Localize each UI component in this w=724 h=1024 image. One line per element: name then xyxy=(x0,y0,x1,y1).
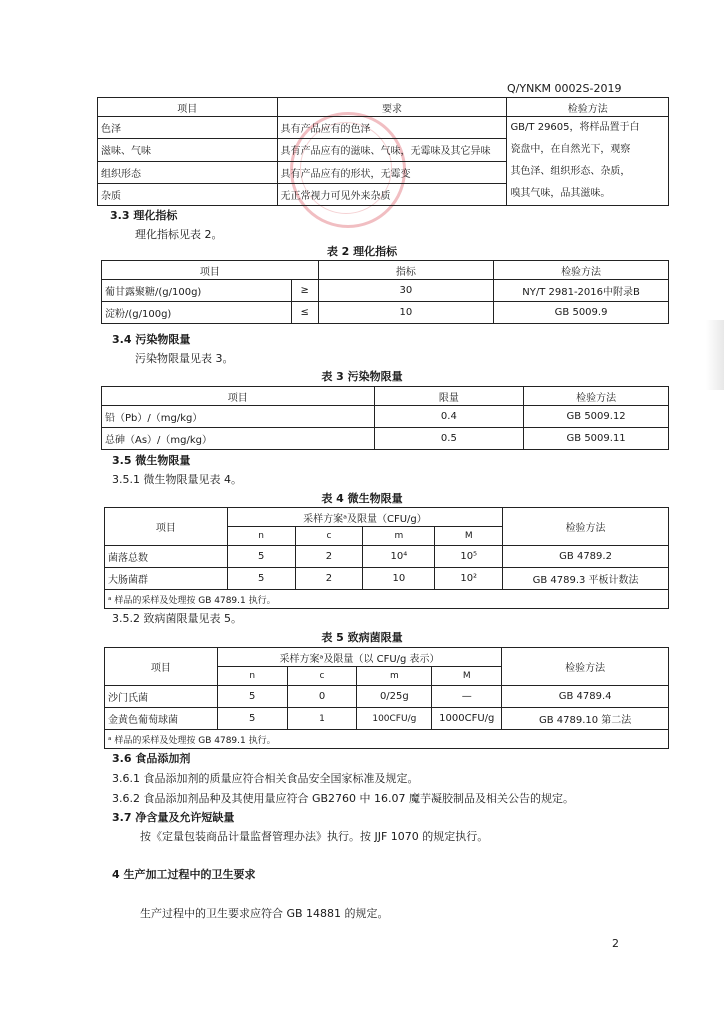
table-cell: GB 4789.3 平板计数法 xyxy=(503,568,669,590)
table-cell: 2 xyxy=(295,568,363,590)
t5-sub-M: M xyxy=(432,667,502,686)
sec352-text: 3.5.2 致病菌限量见表 5。 xyxy=(112,612,242,625)
t5-sub-m: m xyxy=(357,667,432,686)
sensory-table xyxy=(97,97,669,206)
page-number: 2 xyxy=(612,937,619,950)
microbe-table xyxy=(104,507,669,609)
table-cell: GB 4789.2 xyxy=(503,546,669,568)
sec35-text: 3.5.1 微生物限量见表 4。 xyxy=(112,473,242,486)
table-cell: 金黄色葡萄球菌 xyxy=(105,708,218,730)
sec34-text: 污染物限量见表 3。 xyxy=(135,352,234,365)
table-cell: ≥ xyxy=(291,280,318,302)
t1-header-item: 项目 xyxy=(98,98,278,117)
table-cell: 10 xyxy=(318,302,493,324)
table-cell: 0.5 xyxy=(374,428,524,450)
t4-sub-M: M xyxy=(435,527,503,546)
t5-header-method: 检验方法 xyxy=(502,648,669,686)
physchem-table xyxy=(101,260,669,324)
t4-note: ᵃ 样品的采样及处理按 GB 4789.1 执行。 xyxy=(105,590,669,609)
t1-header-req: 要求 xyxy=(277,98,507,117)
table-cell: 0 xyxy=(287,686,357,708)
table-cell: GB 4789.10 第二法 xyxy=(502,708,669,730)
doc-code: Q/YNKM 0002S-2019 xyxy=(507,82,622,95)
t4-sub-n: n xyxy=(227,527,295,546)
table-cell: — xyxy=(432,686,502,708)
table-cell: 滋味、气味 xyxy=(98,139,278,161)
table-cell: 色泽 xyxy=(98,117,278,139)
table-cell: 10⁴ xyxy=(363,546,435,568)
sec4-p1: 生产过程中的卫生要求应符合 GB 14881 的规定。 xyxy=(140,907,389,920)
t4-header-plan: 采样方案ᵃ及限量（CFU/g） xyxy=(227,508,502,527)
table-cell: 10 xyxy=(363,568,435,590)
table2-caption: 表 2 理化指标 xyxy=(326,245,398,258)
t1-method-line: 其色泽、组织形态、杂质， xyxy=(510,166,631,177)
table-cell: 大肠菌群 xyxy=(105,568,228,590)
pathogen-table xyxy=(104,647,669,749)
table5-caption: 表 5 致病菌限量 xyxy=(321,631,403,644)
table-cell: 0.4 xyxy=(374,406,524,428)
table-cell: 具有产品应有的形状，无霉变 xyxy=(277,161,507,183)
t5-sub-c: c xyxy=(287,667,357,686)
table-cell: 100CFU/g xyxy=(357,708,432,730)
sec37-p1: 按《定量包装商品计量监督管理办法》执行。按 JJF 1070 的规定执行。 xyxy=(140,830,489,843)
sec33-text: 理化指标见表 2。 xyxy=(135,228,223,241)
t2-header-index: 指标 xyxy=(318,261,493,280)
t1-method-cell xyxy=(507,117,669,206)
sec35-heading: 3.5 微生物限量 xyxy=(112,454,191,467)
table-cell: 杂质 xyxy=(98,183,278,205)
t2-header-item: 项目 xyxy=(102,261,319,280)
t1-method-line: GB/T 29605，将样品置于白 xyxy=(510,122,640,133)
sec36-heading: 3.6 食品添加剂 xyxy=(112,752,191,765)
table-cell: 5 xyxy=(227,546,295,568)
table-cell: GB 5009.9 xyxy=(494,302,669,324)
table-cell: GB 5009.12 xyxy=(524,406,669,428)
t4-sub-c: c xyxy=(295,527,363,546)
table-cell: 菌落总数 xyxy=(105,546,228,568)
table-cell: 30 xyxy=(318,280,493,302)
table-cell: 0/25g xyxy=(357,686,432,708)
table-cell: 无正常视力可见外来杂质 xyxy=(277,183,507,205)
table3-caption: 表 3 污染物限量 xyxy=(321,370,403,383)
table-cell: GB 5009.11 xyxy=(524,428,669,450)
t1-header-method: 检验方法 xyxy=(507,98,669,117)
table-cell: ≤ xyxy=(291,302,318,324)
t3-header-method: 检验方法 xyxy=(524,387,669,406)
sec37-heading: 3.7 净含量及允许短缺量 xyxy=(112,811,235,824)
t4-header-method: 检验方法 xyxy=(503,508,669,546)
t3-header-limit: 限量 xyxy=(374,387,524,406)
sec4-heading: 4 生产加工过程中的卫生要求 xyxy=(112,868,256,881)
table-cell: 2 xyxy=(295,546,363,568)
table-cell: 总砷（As）/（mg/kg） xyxy=(102,428,375,450)
table-cell: 组织形态 xyxy=(98,161,278,183)
table-cell: 淀粉/(g/100g) xyxy=(102,302,292,324)
table-cell: 5 xyxy=(217,708,287,730)
table-cell: 铅（Pb）/（mg/kg） xyxy=(102,406,375,428)
sec34-heading: 3.4 污染物限量 xyxy=(112,333,191,346)
sec33-heading: 3.3 理化指标 xyxy=(110,209,178,222)
t5-header-plan: 采样方案ᵃ及限量（以 CFU/g 表示） xyxy=(217,648,501,667)
table-cell: 10⁵ xyxy=(435,546,503,568)
t4-sub-m: m xyxy=(363,527,435,546)
table-cell: 5 xyxy=(217,686,287,708)
table-cell: 10² xyxy=(435,568,503,590)
table-cell: GB 4789.4 xyxy=(502,686,669,708)
t1-method-line: 瓷盘中，在自然光下，观察 xyxy=(510,144,631,155)
table-cell: 5 xyxy=(227,568,295,590)
t5-note: ᵃ 样品的采样及处理按 GB 4789.1 执行。 xyxy=(105,730,669,749)
t3-header-item: 项目 xyxy=(102,387,375,406)
sec36-p1: 3.6.1 食品添加剂的质量应符合相关食品安全国家标准及规定。 xyxy=(112,772,419,785)
table-cell: 沙门氏菌 xyxy=(105,686,218,708)
table-cell: 具有产品应有的滋味、气味，无霉味及其它异味 xyxy=(277,139,507,161)
t5-header-item: 项目 xyxy=(105,648,218,686)
table-cell: 1000CFU/g xyxy=(432,708,502,730)
sec36-p2: 3.6.2 食品添加剂品种及其使用量应符合 GB2760 中 16.07 魔芋凝胶制品及相关公告的规定。 xyxy=(112,792,575,805)
table-cell: 1 xyxy=(287,708,357,730)
contaminant-table xyxy=(101,386,669,450)
t1-method-line: 嗅其气味，品其滋味。 xyxy=(510,188,611,199)
t5-sub-n: n xyxy=(217,667,287,686)
table4-caption: 表 4 微生物限量 xyxy=(321,492,403,505)
t4-header-item: 项目 xyxy=(105,508,228,546)
table-cell: NY/T 2981-2016中附录B xyxy=(494,280,669,302)
t2-header-method: 检验方法 xyxy=(494,261,669,280)
table-cell: 葡甘露聚糖/(g/100g) xyxy=(102,280,292,302)
table-cell: 具有产品应有的色泽 xyxy=(277,117,507,139)
